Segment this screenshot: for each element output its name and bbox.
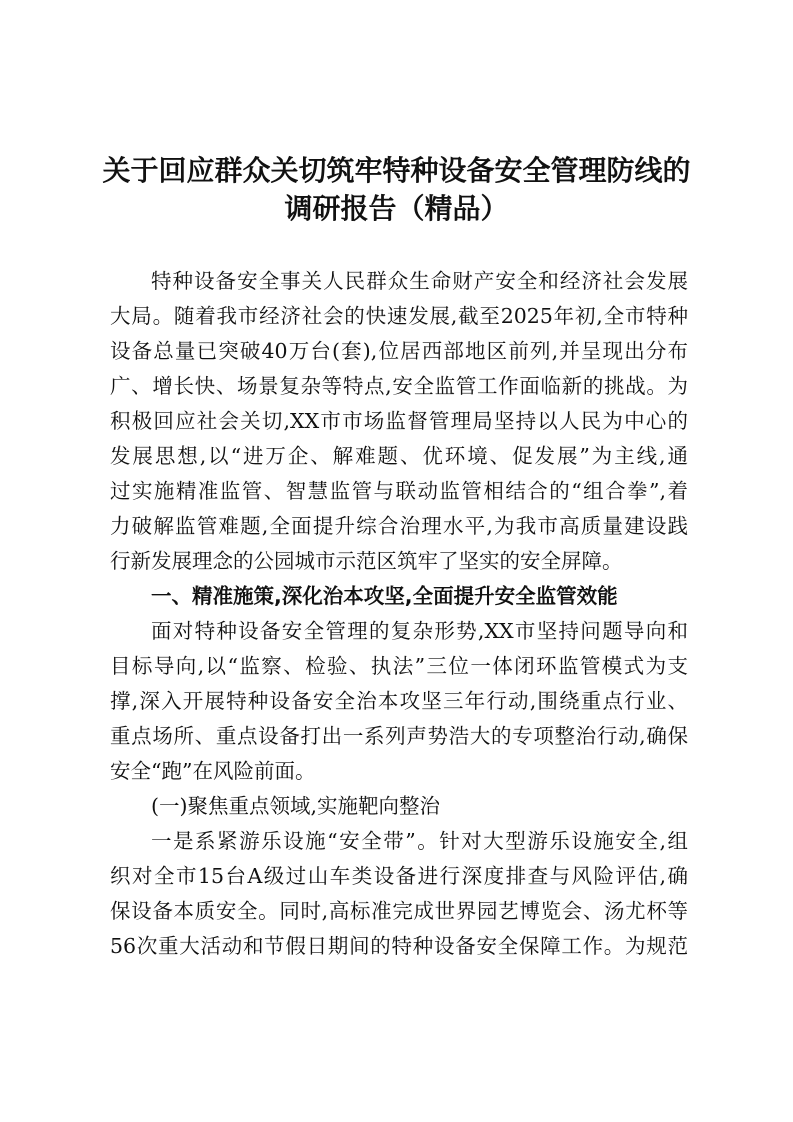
paragraph-2-line: 重点场所、重点设备打出一系列声势浩大的专项整治行动,确保 [110,724,688,748]
paragraph-1-line: 过实施精准监管、智慧监管与联动监管相结合的“组合拳”,着 [110,479,688,503]
paragraph-1-line: 特种设备安全事关人民群众生命财产安全和经济社会发展 [151,269,688,293]
paragraph-1-line: 发展思想,以“进万企、解难题、优环境、促发展”为主线,通 [110,444,688,468]
paragraph-1-line: 设备总量已突破40万台(套),位居西部地区前列,并呈现出分布 [110,339,688,363]
document-body [110,264,688,964]
paragraph-2-line: 目标导向,以“监察、检验、执法”三位一体闭环监管模式为支 [110,654,688,678]
paragraph-3-line: 一是系紧游乐设施“安全带”。针对大型游乐设施安全,组 [151,829,688,853]
document-title-line-2: 调研报告（精品） [284,192,509,225]
paragraph-3-line: 织对全市15台A级过山车类设备进行深度排查与风险评估,确 [110,864,688,888]
paragraph-3-line: 保设备本质安全。同时,高标准完成世界园艺博览会、汤尤杯等 [110,899,688,923]
paragraph-2-line: 面对特种设备安全管理的复杂形势,XX市坚持问题导向和 [151,619,688,643]
document-title-line-1: 关于回应群众关切筑牢特种设备安全管理防线的 [102,154,691,187]
paragraph-2-line: 撑,深入开展特种设备安全治本攻坚三年行动,围绕重点行业、 [110,689,688,713]
paragraph-1-line: 大局。随着我市经济社会的快速发展,截至2025年初,全市特种 [110,304,688,328]
paragraph-1-line: 积极回应社会关切,XX市市场监督管理局坚持以人民为中心的 [110,409,688,433]
paragraph-1-line: 行新发展理念的公园城市示范区筑牢了坚实的安全屏障。 [110,549,623,573]
paragraph-2-line: 安全“跑”在风险前面。 [110,759,316,783]
subsection-heading-1: (一)聚焦重点领域,实施靶向整治 [151,794,441,818]
paragraph-1-line: 力破解监管难题,全面提升综合治理水平,为我市高质量建设践 [110,514,688,538]
paragraph-1-line: 广、增长快、场景复杂等特点,安全监管工作面临新的挑战。为 [110,374,688,398]
paragraph-3-line: 56次重大活动和节假日期间的特种设备安全保障工作。为规范 [110,934,688,958]
section-heading-1: 一、精准施策,深化治本攻坚,全面提升安全监管效能 [151,584,618,608]
